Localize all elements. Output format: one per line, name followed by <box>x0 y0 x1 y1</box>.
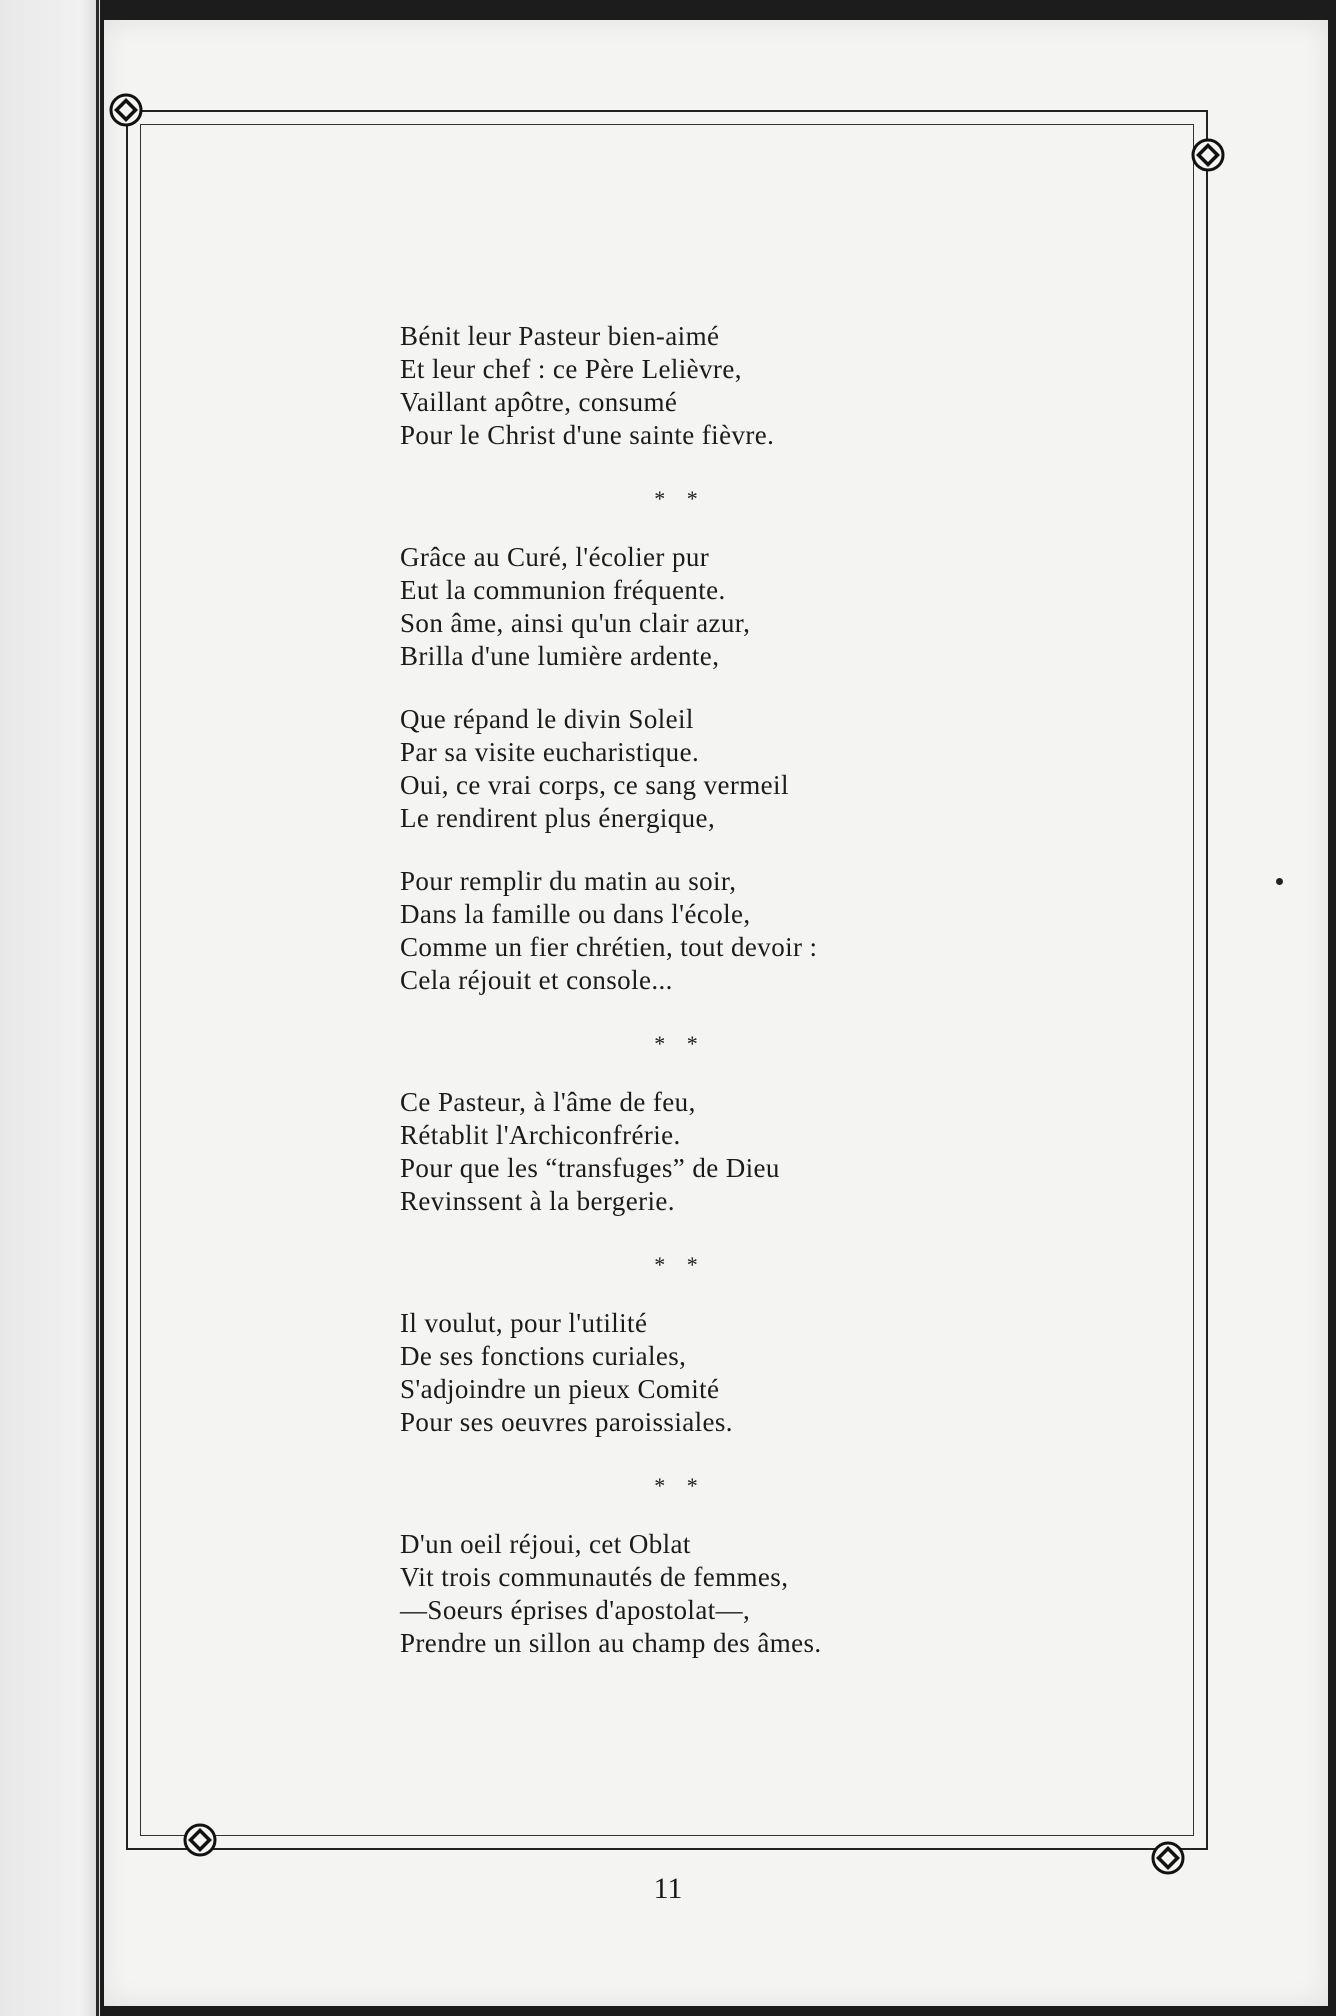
verse-line: —Soeurs éprises d'apostolat—, <box>400 1595 751 1625</box>
stanza-separator: * * <box>654 1252 706 1277</box>
verse-line: Pour ses oeuvres paroissiales. <box>400 1407 733 1437</box>
stanza <box>400 703 1080 835</box>
poem-body <box>400 320 1080 1690</box>
verse-line: Grâce au Curé, l'écolier pur <box>400 542 710 572</box>
verse-line: Pour remplir du matin au soir, <box>400 866 737 896</box>
verse-line: Pour le Christ d'une sainte fièvre. <box>400 420 775 450</box>
verse-line: D'un oeil réjoui, cet Oblat <box>400 1529 691 1559</box>
verse-line: Vaillant apôtre, consumé <box>400 387 678 417</box>
verse-line: Pour que les “transfuges” de Dieu <box>400 1153 780 1183</box>
corner-ornament-top-right-icon <box>1191 138 1225 172</box>
binding-shadow <box>96 0 99 2016</box>
stanza <box>400 1307 1080 1439</box>
corner-ornament-top-left-icon <box>109 93 143 127</box>
stanza <box>400 1086 1080 1218</box>
verse-line: Le rendirent plus énergique, <box>400 803 716 833</box>
scan-speck <box>1276 878 1283 885</box>
stanza <box>400 1528 1080 1660</box>
verse-line: Que répand le divin Soleil <box>400 704 694 734</box>
corner-ornament-bottom-left-icon <box>183 1823 217 1857</box>
adjacent-page-edge <box>0 0 100 2016</box>
page-number: 11 <box>653 1872 683 1905</box>
verse-line: Revinssent à la bergerie. <box>400 1186 675 1216</box>
verse-line: Vit trois communautés de femmes, <box>400 1562 789 1592</box>
verse-line: Comme un fier chrétien, tout devoir : <box>400 932 818 962</box>
verse-line: Prendre un sillon au champ des âmes. <box>400 1628 822 1658</box>
verse-line: Oui, ce vrai corps, ce sang vermeil <box>400 770 789 800</box>
stanza <box>400 865 1080 997</box>
verse-line: S'adjoindre un pieux Comité <box>400 1374 720 1404</box>
verse-line: Par sa visite eucharistique. <box>400 737 700 767</box>
verse-line: Son âme, ainsi qu'un clair azur, <box>400 608 751 638</box>
verse-line: Cela réjouit et console... <box>400 965 673 995</box>
verse-line: Ce Pasteur, à l'âme de feu, <box>400 1087 696 1117</box>
stanza-separator: * * <box>654 1031 706 1056</box>
verse-line: Eut la communion fréquente. <box>400 575 726 605</box>
verse-line: Et leur chef : ce Père Lelièvre, <box>400 354 742 384</box>
verse-line: Dans la famille ou dans l'école, <box>400 899 751 929</box>
stanza-separator: * * <box>654 1473 706 1498</box>
stanza-separator: * * <box>654 486 706 511</box>
verse-line: Il voulut, pour l'utilité <box>400 1308 648 1338</box>
corner-ornament-bottom-right-icon <box>1151 1841 1185 1875</box>
verse-line: Brilla d'une lumière ardente, <box>400 641 720 671</box>
verse-line: De ses fonctions curiales, <box>400 1341 687 1371</box>
stanza <box>400 541 1080 673</box>
verse-line: Bénit leur Pasteur bien-aimé <box>400 321 720 351</box>
stanza <box>400 320 1080 452</box>
verse-line: Rétablit l'Archiconfrérie. <box>400 1120 681 1150</box>
